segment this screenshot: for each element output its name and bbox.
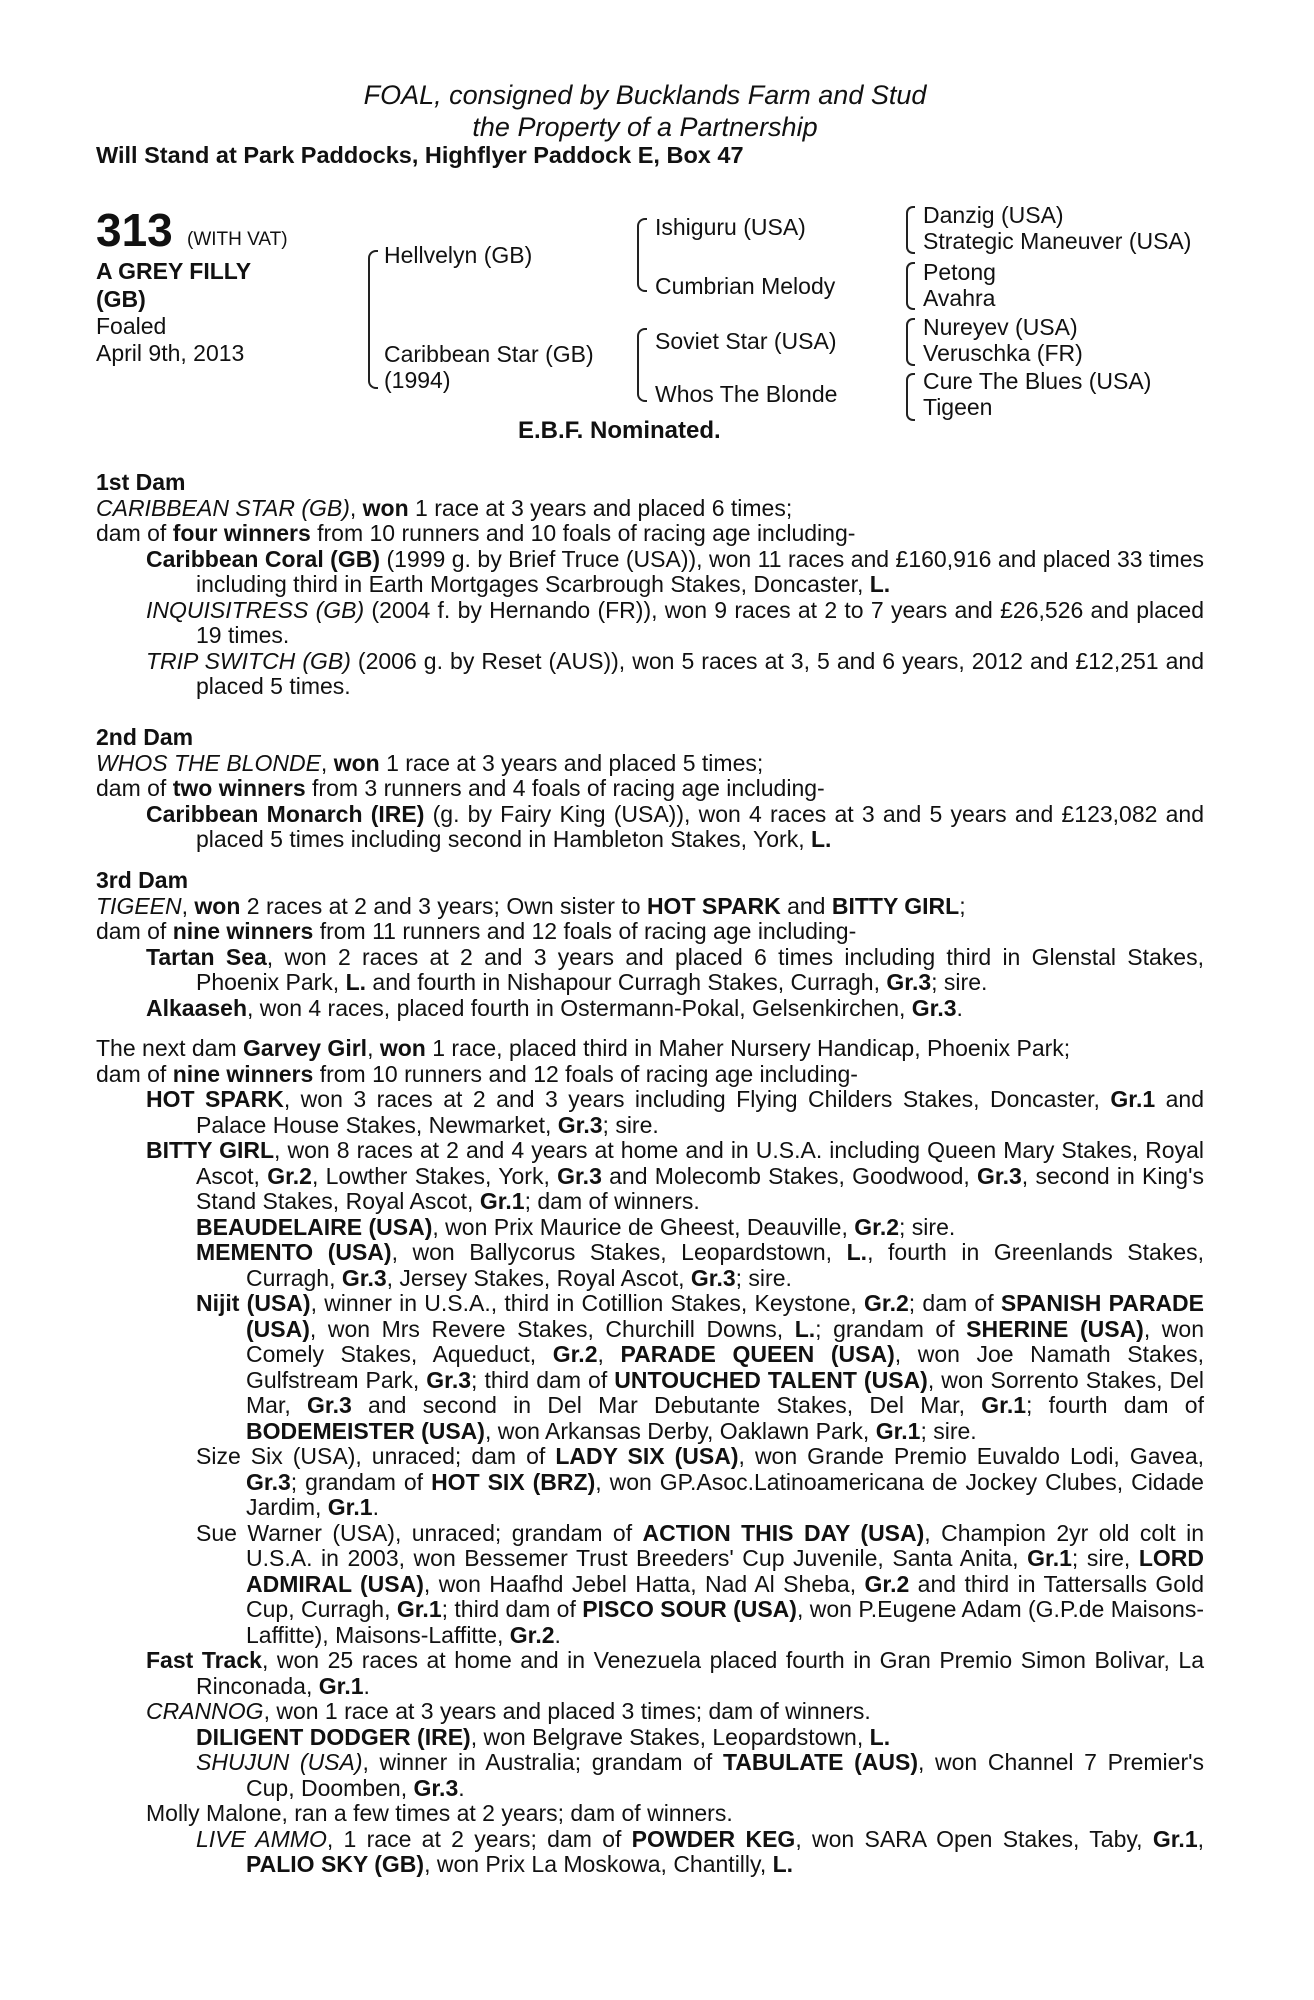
lot-description [96,257,251,313]
race-grade: Gr.2 [854,1213,900,1240]
text: , [181,892,195,919]
race-grade: Gr.3 [426,1366,472,1393]
text: ; grandam of [290,1468,432,1495]
text: , won 2 races at 2 and 3 years and placed 6 times including third in Glenstal Stakes, Phoenix Park, [196,943,1204,995]
bracket-gen2-sire [637,218,647,292]
horse-name: CRANNOG [146,1698,264,1724]
race-grade: Gr.2 [864,1570,910,1597]
horse-name: Tartan Sea [146,943,267,970]
text: 2 races at 2 and 3 years; Own sister to [240,892,647,919]
horse-name: Nijit (USA) [196,1290,311,1316]
next-dam-line [96,1036,1204,1062]
text: ; third dam of [441,1596,583,1622]
bracket-gen3-1 [906,206,915,254]
produce-entry [96,802,1204,853]
text: ; sire. [735,1264,792,1291]
horse-name: Fast Track [146,1647,262,1673]
text: ; fourth dam of [1026,1392,1204,1418]
race-grade: Gr.1 [327,1494,373,1520]
text: dam of [96,775,173,801]
horse-name: INQUISITRESS (GB) [146,596,365,623]
text: , won SARA Open Stakes, Taby, [795,1825,1153,1852]
text: , won 25 races at home and in Venezuela placed fourth in Gran Premio Simon Bolivar, La Rinconada, [196,1647,1204,1699]
text: and [780,892,832,919]
text: , won Comely Stakes, Aqueduct, [246,1315,1204,1367]
text: , won Joe Namath Stakes, Gulfstream Park, [246,1341,1204,1393]
horse-name: HOT SPARK [146,1086,284,1112]
text: , [349,494,363,521]
pedigree-dds: Cure The Blues (USA) [923,368,1152,394]
stabling-line: Will Stand at Park Paddocks, Highflyer Paddock E, Box 47 [96,142,744,168]
won-label: won [194,892,241,919]
next-dam-produce-summary [96,1062,1204,1088]
produce-entry [96,1444,1204,1521]
text: 1 race at 3 years and placed 5 times; [379,749,764,776]
race-grade: Gr.2 [509,1621,555,1648]
race-grade: L. [869,1723,891,1750]
winners-count: nine winners [172,1060,314,1087]
horse-name: HOT SIX (BRZ) [431,1468,596,1495]
produce-entry [96,1725,1204,1751]
pedigree-sss: Danzig (USA) [923,202,1064,228]
horse-name: BITTY GIRL [146,1137,275,1163]
text: , winner in U.S.A., third in Cotillion Stakes, Keystone, [310,1290,865,1316]
text: from 3 runners and 4 foals of racing age including- [305,775,825,801]
pedigree-sire: Hellvelyn (GB) [384,242,533,268]
horse-name: LORD ADMIRAL (USA) [246,1545,1204,1597]
produce-entry [96,996,1204,1022]
text: dam of [96,1060,173,1087]
text: , [320,749,334,776]
race-grade: Gr.1 [318,1672,364,1699]
third-dam-produce-summary [96,919,1204,945]
text: (1999 g. by Brief Truce (USA)), won 11 races and £160,916 and placed 33 times including third in Earth Mortgages Scarbrough Stakes, Doncaster, [196,545,1204,597]
horse-name: TABULATE (AUS) [722,1749,918,1775]
dam-name: Garvey Girl [243,1035,368,1061]
horse-name: BEAUDELAIRE (USA) [196,1213,433,1240]
winners-count: nine winners [172,918,314,944]
pedigree-sire-sire: Ishiguru (USA) [655,214,806,240]
bracket-gen3-2 [906,262,915,310]
horse-name: LADY SIX (USA) [555,1443,739,1469]
pedigree-dam-dam: Whos The Blonde [655,381,838,407]
text: and Molecomb Stakes, Goodwood, [601,1162,978,1189]
dam-name: CARIBBEAN STAR (GB) [96,494,350,521]
second-dam-line [96,751,1204,777]
text: , won Grande Premio Euvaldo Lodi, Gavea, [738,1443,1205,1469]
text: ; dam of winners. [524,1188,700,1214]
text: ; dam of [908,1290,1001,1316]
text: , won 3 races at 2 and 3 years including Flying Childers Stakes, Doncaster, [283,1086,1111,1112]
next-dam-section [96,1036,1204,1878]
text: Sue Warner (USA), unraced; grandam of [196,1519,643,1546]
race-grade: Gr.3 [413,1774,459,1801]
race-grade: Gr.1 [479,1188,525,1214]
race-grade: Gr.3 [911,994,957,1021]
race-grade: Gr.2 [864,1290,909,1316]
won-label: won [379,1035,426,1061]
text: ; grandam of [815,1315,967,1342]
ebf-nominated: E.B.F. Nominated. [518,417,721,444]
text: , won Sorrento Stakes, Del Mar, [246,1366,1205,1418]
first-dam-produce-summary [96,521,1204,547]
horse-name: MEMENTO (USA) [196,1239,392,1265]
text: ; third dam of [471,1366,615,1393]
text: , won 8 races at 2 and 4 years at home and in U.S.A. including Queen Mary Stakes, Royal Ascot, [196,1137,1204,1189]
foaled-label: Foaled [96,313,167,339]
pedigree-dam-sire: Soviet Star (USA) [655,328,837,354]
text: . [372,1494,379,1520]
text: . [554,1621,561,1648]
won-label: won [333,749,380,776]
produce-entry [96,1648,1204,1699]
text: from 10 runners and 12 foals of racing age including- [313,1060,858,1087]
bracket-gen2-dam [637,328,647,402]
race-grade: Gr.3 [557,1111,603,1138]
horse-name: Caribbean Coral (GB) [146,545,381,572]
produce-entry [96,1215,1204,1241]
text: ; sire. [920,1417,977,1444]
horse-name: UNTOUCHED TALENT (USA) [614,1366,928,1393]
race-grade: Gr.1 [981,1392,1027,1418]
consignor-line: FOAL, consigned by Bucklands Farm and Stud [363,80,927,110]
horse-name: BITTY GIRL [831,892,960,919]
pedigree-dam-year: (1994) [384,367,451,393]
race-grade: Gr.3 [557,1162,602,1189]
horse-name: HOT SPARK [646,892,781,919]
text: , won Haafhd Jebel Hatta, Nad Al Sheba, [423,1570,865,1597]
text: from 11 runners and 12 foals of racing age including- [313,918,857,944]
third-dam-section [96,868,1204,1021]
text: ; sire. [899,1213,956,1240]
race-grade: Gr.1 [1110,1086,1156,1112]
ownership-line: the Property of a Partnership [472,112,818,142]
produce-entry [96,1827,1204,1878]
won-label: won [362,494,409,521]
text: ; sire. [931,969,988,995]
text: ; sire. [602,1111,659,1138]
race-grade: Gr.3 [977,1162,1022,1189]
text: Size Six (USA), unraced; dam of [196,1443,556,1469]
produce-entry [96,945,1204,996]
pedigree-ssd: Strategic Maneuver (USA) [923,228,1192,254]
text: ; sire, [1071,1545,1139,1571]
text: , won Arkansas Derby, Oaklawn Park, [484,1417,876,1444]
race-grade: Gr.3 [307,1392,352,1418]
pedigree-sdd: Avahra [923,285,996,311]
text: The next dam [96,1035,244,1061]
sex-line-1: A GREY FILLY [96,258,252,284]
text: , Jersey Stakes, Royal Ascot, [386,1264,691,1291]
race-grade: L. [810,826,832,852]
produce-entry [96,547,1204,598]
race-grade: Gr.3 [341,1264,387,1291]
text: . [363,1672,370,1699]
produce-entry [96,1087,1204,1138]
text: (g. by Fairy King (USA)), won 4 races at 3 and 5 years and £123,082 and placed 5 times including second in Hambleton Stakes, York, [196,800,1204,852]
text: (2006 g. by Reset (AUS)), won 5 races at 3, 5 and 6 years, 2012 and £12,251 and placed 5 times. [196,647,1204,699]
text: , won GP.Asoc.Latinoamericana de Jockey Clubes, Cidade Jardim, [246,1468,1204,1520]
produce-entry [96,1138,1204,1215]
sex-line-2: (GB) [96,286,146,312]
text: (2004 f. by Hernando (FR)), won 9 races at 2 to 7 years and £26,526 and placed 19 times. [196,596,1204,648]
lot-number: 313 [96,204,173,256]
pedigree-dss: Nureyev (USA) [923,314,1078,340]
first-dam-line [96,496,1204,522]
race-grade: L. [846,1239,868,1265]
horse-name: TRIP SWITCH (GB) [146,647,351,674]
text: , 1 race at 2 years; dam of [326,1825,632,1852]
bracket-gen3-3 [906,318,915,366]
vat-label: (WITH VAT) [187,229,288,250]
second-dam-heading: 2nd Dam [96,724,194,750]
third-dam-line [96,894,1204,920]
winners-count: two winners [172,775,306,801]
race-grade: Gr.2 [267,1162,312,1189]
text: , [367,1035,380,1061]
foaled-date: April 9th, 2013 [96,340,245,366]
text: ; [959,892,966,919]
horse-name: PALIO SKY (GB) [246,1851,425,1877]
pedigree-dam: Caribbean Star (GB) [384,341,594,367]
text: , Lowther Stakes, York, [311,1162,558,1189]
pedigree-dsd: Veruschka (FR) [923,340,1083,366]
race-grade: Gr.1 [1027,1545,1072,1571]
text: , won Belgrave Stakes, Leopardstown, [470,1723,870,1750]
text: , won P.Eugene Adam (G.P.de Maisons-Laffitte), Maisons-Laffitte, [246,1596,1204,1648]
third-dam-heading: 3rd Dam [96,867,189,893]
horse-name: SHUJUN (USA) [196,1749,363,1775]
race-grade: Gr.2 [552,1341,598,1367]
text: , won Prix Maurice de Gheest, Deauville, [432,1213,855,1240]
text: , winner in Australia; grandam of [362,1749,723,1775]
text: from 10 runners and 10 foals of racing age including- [310,520,856,546]
horse-name: PARADE QUEEN (USA) [620,1341,895,1367]
pedigree-sds: Petong [923,259,996,285]
text: , [1197,1825,1205,1852]
pedigree-sire-dam: Cumbrian Melody [655,273,836,299]
horse-name: Caribbean Monarch (IRE) [146,800,425,827]
produce-entry [96,1240,1204,1291]
winners-count: four winners [172,520,311,546]
race-grade: Gr.1 [875,1417,921,1444]
produce-entry [96,598,1204,649]
race-grade: L. [794,1315,816,1342]
race-grade: L. [772,1851,794,1877]
text: 1 race, placed third in Maher Nursery Handicap, Phoenix Park; [425,1035,1071,1061]
text: dam of [96,520,173,546]
text: , Champion 2yr old colt in U.S.A. in 2003, won Bessemer Trust Breeders' Cup Juvenile, Santa Anita, [246,1519,1205,1571]
produce-entry [96,1699,1204,1725]
race-grade: Gr.3 [246,1468,291,1495]
text: and third in Tattersalls Gold Cup, Curragh, [246,1570,1204,1622]
first-dam-heading: 1st Dam [96,469,186,495]
horse-name: Alkaaseh [146,994,248,1021]
first-dam-section [96,470,1204,700]
dam-name: TIGEEN [96,892,182,919]
text: , won Mrs Revere Stakes, Churchill Downs, [309,1315,795,1342]
produce-entry [96,1291,1204,1444]
race-grade: L. [869,571,891,597]
horse-name: PISCO SOUR (USA) [582,1596,797,1622]
text: , won 4 races, placed fourth in Ostermann-Pokal, Gelsenkirchen, [247,994,912,1021]
text: , won Ballycorus Stakes, Leopardstown, [391,1239,847,1265]
text: , [597,1341,621,1367]
race-grade: L. [345,969,367,995]
dam-name: WHOS THE BLONDE [96,749,321,776]
text: . [458,1774,465,1801]
race-grade: Gr.3 [886,969,932,995]
text: and second in Del Mar Debutante Stakes, Del Mar, [351,1392,982,1418]
text: , won 1 race at 3 years and placed 3 times; dam of winners. [263,1698,871,1724]
foaled-info [96,313,244,367]
text: , fourth in Greenlands Stakes, Curragh, [246,1239,1205,1291]
bracket-gen3-4 [906,373,915,421]
text: . [956,994,963,1021]
text: 1 race at 3 years and placed 6 times; [408,494,793,521]
produce-entry [96,1750,1204,1801]
text: and Palace House Stakes, Newmarket, [196,1086,1204,1138]
horse-name: DILIGENT DODGER (IRE) [196,1723,471,1750]
horse-name: ACTION THIS DAY (USA) [642,1519,925,1546]
race-grade: Gr.1 [396,1596,442,1622]
text: and fourth in Nishapour Curragh Stakes, Curragh, [366,969,887,995]
race-grade: Gr.1 [1152,1825,1198,1852]
horse-name: SPANISH PARADE (USA) [246,1290,1205,1342]
bracket-gen1 [368,250,378,389]
produce-entry [96,1521,1204,1649]
second-dam-section [96,725,1204,853]
horse-name: POWDER KEG [631,1825,796,1852]
race-grade: Gr.3 [690,1264,736,1291]
text: , won Channel 7 Premier's Cup, Doomben, [246,1749,1204,1801]
text: , won Prix La Moskowa, Chantilly, [424,1851,773,1877]
second-dam-produce-summary [96,776,1204,802]
pedigree-ddd: Tigeen [923,394,993,420]
produce-entry: Molly Malone, ran a few times at 2 years; dam of winners. [146,1800,733,1826]
text: , second in King's Stand Stakes, Royal Ascot, [196,1162,1204,1214]
horse-name: BODEMEISTER (USA) [246,1417,485,1444]
horse-name: LIVE AMMO [196,1825,327,1852]
horse-name: SHERINE (USA) [966,1315,1144,1342]
produce-entry [96,649,1204,700]
text: dam of [96,918,173,944]
